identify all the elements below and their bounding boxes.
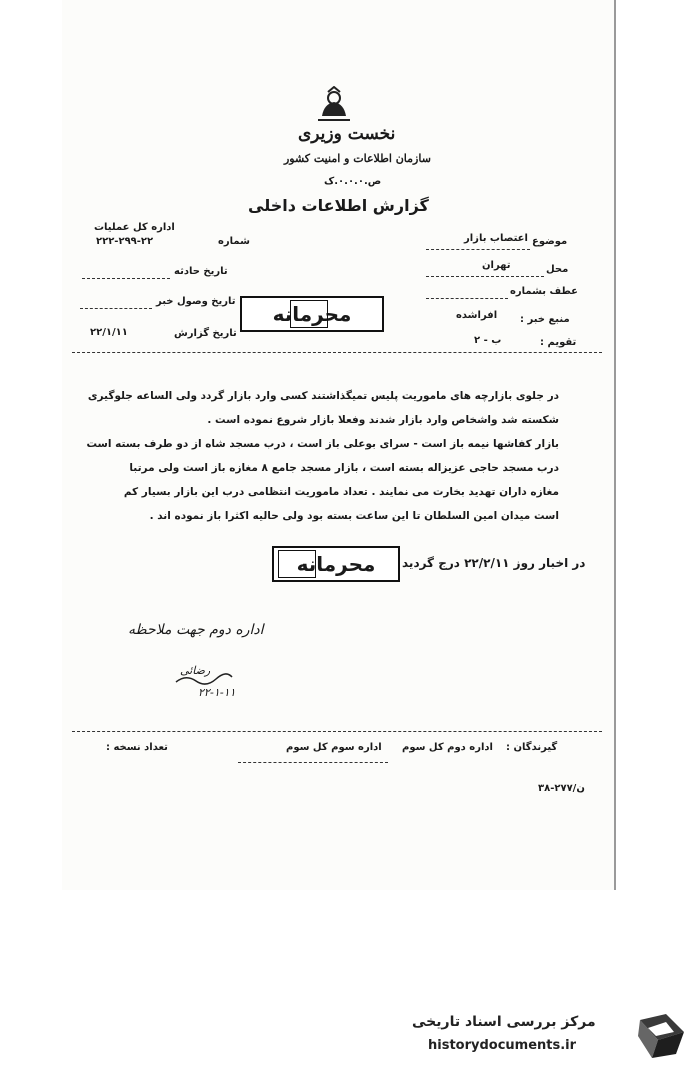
recipient-first: اداره دوم کل سوم (402, 742, 493, 753)
rating-value: ب - ۲ (474, 335, 502, 346)
handwritten-initial: رضائی (180, 664, 211, 677)
report-date-value: ۲۲/۱/۱۱ (90, 327, 128, 338)
reference-label: عطف بشماره (510, 286, 579, 297)
archive-footer (410, 1008, 690, 1064)
body-line-2: شکسته شد واشخاص وارد بازار شدند وفعلا بازار شروع نموده است . (207, 414, 559, 426)
header-code: ص.۰.۰.۰.ک (324, 176, 382, 187)
organization-name: سازمان اطلاعات و امنیت کشور (284, 152, 431, 165)
recipients-label: گیرندگان : (506, 742, 558, 753)
archive-site-name: مرکز بررسی اسناد تاریخی (412, 1014, 596, 1030)
reference-line (426, 298, 508, 299)
subject-line (426, 249, 530, 250)
rating-label: تقویم : (540, 337, 577, 348)
incident-date-line (82, 278, 170, 279)
report-title: گزارش اطلاعات داخلی (248, 196, 429, 215)
archive-site-url: historydocuments.ir (428, 1038, 577, 1053)
handwritten-note: اداره دوم جهت ملاحظه (128, 622, 264, 638)
body-line-4: درب مسجد حاجی عزیزاله بسته است ، بازار مسجد جامع ۸ مغازه باز است ولی مرتبا (129, 462, 559, 474)
subject-label: موضوع (532, 236, 568, 247)
receipt-date-label: تاریخ وصول خبر (156, 296, 236, 307)
handwritten-signature (174, 672, 234, 686)
recipients-divider (72, 731, 602, 732)
ministry-name: نخست وزیری (298, 124, 396, 144)
place-value: تهران (482, 260, 511, 271)
incident-date-label: تاریخ حادثه (174, 266, 228, 277)
classification-stamp: محرمانه (240, 296, 384, 332)
forward-note: در اخبار روز ۲۲/۲/۱۱ درج گردید (402, 556, 586, 570)
header-divider (72, 352, 602, 353)
document-code: ۳۸-۲۷۷/ن (538, 783, 585, 794)
body-line-1: در جلوی بازارچه های ماموریت پلیس تمیگذاشتند کسی وارد بازار گردد ولی الساعه جلوگیری (87, 390, 559, 402)
body-line-5: مغازه داران تهدید بخارت می نمایند . تعداد ماموریت انتظامی درب این بازار بسیار کم (123, 486, 559, 498)
handwritten-date: ۲۲-۱-۱۱ (198, 686, 236, 699)
source-label: منبع خبر : (520, 314, 570, 325)
subject-value: اعتصاب بازار (464, 233, 528, 244)
report-date-label: تاریخ گزارش (174, 328, 237, 339)
place-label: محل (546, 264, 569, 275)
forward-stamp: محرمانه (272, 546, 400, 582)
body-line-6: است میدان امین السلطان تا این ساعت بسته بود ولی حالیه اکثرا باز نموده اند . (149, 510, 559, 522)
copies-label: تعداد نسخه : (106, 742, 168, 753)
place-line (426, 276, 544, 277)
body-line-3: بازار کفاشها نیمه باز است - سرای بوعلی باز است ، درب مسجد شاه از دو طرف بسته است (86, 438, 559, 450)
recipient-second: اداره سوم کل سوم (286, 742, 382, 753)
archive-logo-icon (636, 1010, 688, 1062)
number-value: ۲۲۲-۲۹۹-۲۲ (96, 236, 154, 247)
number-label: شماره (218, 236, 250, 247)
lion-and-sun-emblem-icon (314, 86, 354, 126)
receipt-date-line (80, 308, 152, 309)
office-name: اداره کل عملیات (94, 222, 175, 233)
recipients-line (238, 762, 388, 763)
scanned-document (62, 0, 616, 890)
source-value: افراشده (456, 310, 498, 321)
